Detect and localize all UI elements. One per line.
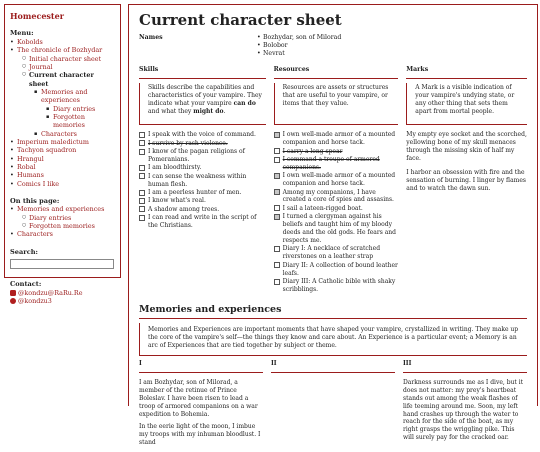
resource-item: Among my companions, I have created a core of spies and assasins. bbox=[274, 189, 399, 205]
memories-description: Memories and Experiences are important moments that have shaped your vampire, crystallized in writing. They make up the core of the vampire's self—the things they know and care about. An Experience is a particular event; a Memory is an arc of Experiences that are tied together by subject or theme. bbox=[139, 323, 527, 356]
resource-item: I sail a lateen-rigged boat. bbox=[274, 205, 399, 213]
resources-list bbox=[274, 131, 399, 294]
resource-checkbox[interactable] bbox=[274, 157, 280, 163]
menu-diary[interactable]: Diary entries bbox=[53, 104, 96, 113]
skill-checkbox[interactable] bbox=[139, 198, 145, 204]
memory-column-2 bbox=[271, 360, 395, 452]
menu-memories[interactable]: Memories and experiences bbox=[41, 87, 88, 105]
experience-text: I am Bozhydar, son of Milorad, a member of the retinue of Prince Boleslav. I have been risen to lead a troop of armored companions on a war expedition to Bohemia. bbox=[139, 378, 258, 418]
main-content bbox=[128, 4, 538, 447]
onpage-diary[interactable]: Diary entries bbox=[29, 213, 72, 222]
telegram-icon bbox=[10, 298, 16, 304]
marks-column bbox=[406, 66, 527, 294]
skills-heading: Skills bbox=[139, 66, 266, 79]
resource-item: Diary II: A collection of bound leather leafs. bbox=[274, 262, 399, 278]
skill-item: I know what's real. bbox=[139, 197, 266, 205]
names-list bbox=[257, 34, 341, 58]
name-item: • Bozhydar, son of Milorad bbox=[257, 34, 341, 42]
search-heading: Search: bbox=[10, 247, 38, 256]
memories-columns bbox=[139, 360, 527, 452]
menu-journal[interactable]: Journal bbox=[29, 62, 53, 71]
menu-heading: Menu: bbox=[10, 29, 34, 38]
marks-heading: Marks bbox=[406, 66, 527, 79]
contact-link-2[interactable]: @kondzu3 bbox=[18, 297, 52, 306]
resource-item: I command a troupe of armored companions. bbox=[274, 156, 399, 172]
memories-heading: Memories and experiences bbox=[139, 304, 527, 319]
contact-telegram bbox=[10, 297, 115, 305]
memory-heading: III bbox=[403, 360, 527, 373]
resource-checkbox[interactable] bbox=[274, 148, 280, 154]
menu-imperium[interactable]: Imperium maledictum bbox=[17, 137, 89, 146]
skill-checkbox[interactable] bbox=[139, 132, 145, 138]
resource-checkbox[interactable] bbox=[274, 132, 280, 138]
resource-checkbox[interactable] bbox=[274, 279, 280, 285]
skill-item: I survive by rash violence. bbox=[139, 140, 266, 148]
contact-link-1[interactable]: @kondzu@RaRu.Re bbox=[18, 288, 83, 297]
main-menu bbox=[10, 38, 115, 188]
menu-comics[interactable]: Comics I like bbox=[17, 179, 60, 188]
onpage-memories[interactable]: Memories and experiences bbox=[17, 205, 105, 214]
page-title: Current character sheet bbox=[139, 11, 342, 29]
on-page-heading: On this page: bbox=[10, 196, 60, 205]
name-item: • Bolobor bbox=[257, 42, 341, 50]
menu-humans[interactable]: Humans bbox=[17, 171, 44, 180]
skill-checkbox[interactable] bbox=[139, 206, 145, 212]
menu-current-sheet[interactable]: Current character sheet bbox=[29, 71, 94, 88]
skill-checkbox[interactable] bbox=[139, 165, 145, 171]
resource-checkbox[interactable] bbox=[274, 189, 280, 195]
skill-checkbox[interactable] bbox=[139, 190, 145, 196]
resources-description: Resources are assets or structures that are useful to your vampire, or items that they value. bbox=[274, 83, 399, 125]
resource-item: I carry a long spear bbox=[274, 148, 399, 156]
resource-item: Diary III: A Catholic bible with shaky scribblings. bbox=[274, 278, 399, 294]
names-label: Names bbox=[139, 34, 163, 41]
resource-checkbox[interactable] bbox=[274, 173, 280, 179]
name-item: • Nevrat bbox=[257, 50, 341, 58]
skill-item: A shadow among trees. bbox=[139, 206, 266, 214]
menu-kobolds[interactable]: Kobolds bbox=[17, 37, 43, 46]
menu-tachyon[interactable]: Tachyon squadron bbox=[17, 146, 77, 155]
skill-item: I can sense the weakness within human flesh. bbox=[139, 173, 266, 189]
resource-checkbox[interactable] bbox=[274, 246, 280, 252]
sidebar bbox=[4, 4, 121, 306]
memory-heading: II bbox=[271, 360, 395, 373]
on-page-menu bbox=[10, 205, 115, 238]
skill-checkbox[interactable] bbox=[139, 173, 145, 179]
menu-initial-sheet[interactable]: Initial character sheet bbox=[29, 54, 102, 63]
names-section bbox=[139, 34, 527, 64]
menu-hrangul[interactable]: Hrangul bbox=[17, 154, 44, 163]
menu-characters[interactable]: Characters bbox=[41, 129, 77, 138]
menu-chronicle[interactable]: The chronicle of Bozhydar bbox=[17, 46, 103, 55]
skill-checkbox[interactable] bbox=[139, 140, 145, 146]
skill-item: I speak with the voice of command. bbox=[139, 131, 266, 139]
onpage-characters[interactable]: Characters bbox=[17, 230, 53, 239]
sheet-columns bbox=[139, 66, 527, 294]
skill-checkbox[interactable] bbox=[139, 215, 145, 221]
mark-item: I harbor an obsession with fire and the sensation of burning. I linger by flames and to watch the dawn sun. bbox=[406, 168, 526, 192]
resource-checkbox[interactable] bbox=[274, 214, 280, 220]
menu-forgotten[interactable]: Forgotten memories bbox=[53, 112, 85, 130]
resources-column bbox=[274, 66, 399, 294]
memory-heading: I bbox=[139, 360, 263, 373]
skills-list bbox=[139, 131, 266, 230]
site-title[interactable]: Homecester bbox=[10, 11, 64, 21]
skills-description: Skills describe the capabilities and characteristics of your vampire. They indicate what your vampire can do and what they might do. bbox=[139, 83, 266, 125]
contact-mastodon bbox=[10, 289, 115, 297]
skill-item: I can read and write in the script of the Christians. bbox=[139, 214, 266, 230]
skill-item: I know of the pagan religions of Pomeranians. bbox=[139, 148, 266, 164]
skills-column bbox=[139, 66, 266, 294]
resources-heading: Resources bbox=[274, 66, 399, 79]
marks-description: A Mark is a visible indication of your vampire's undying state, or any other thing that sets them apart from mortal people. bbox=[406, 83, 527, 125]
skill-checkbox[interactable] bbox=[139, 149, 145, 155]
memory-column-1 bbox=[139, 360, 263, 452]
experience-text: Darkness surrounds me as I dive, but it does not matter: my prey's heartbeat stands out among the weak flashes of life teeming around me. Soon, my left hand crashes up through the water to reach for the side of the boat, as my right grasps the wriggling pike. This will surely pay for the cracked oar. bbox=[403, 378, 524, 442]
resource-checkbox[interactable] bbox=[274, 205, 280, 211]
resource-item: I own well-made armor of a mounted companion and horse tack. bbox=[274, 172, 399, 188]
search-input[interactable] bbox=[10, 259, 114, 269]
menu-robal[interactable]: Robal bbox=[17, 162, 36, 171]
resource-item: I own well-made armor of a mounted companion and horse tack. bbox=[274, 131, 399, 147]
contact-heading: Contact: bbox=[10, 280, 42, 289]
resource-checkbox[interactable] bbox=[274, 262, 280, 268]
memory-column-3 bbox=[403, 360, 527, 452]
experience-text: In the eerie light of the moon, I imbue my troops with my inhuman bloodlust. I stand bbox=[139, 423, 261, 447]
onpage-forgotten[interactable]: Forgotten memories bbox=[29, 222, 95, 231]
resource-item: I turned a clergyman against his beliefs and taught him of my bloody deeds and the old gods. He fears and respects me. bbox=[274, 213, 399, 245]
skill-item: I am bloodthirsty. bbox=[139, 164, 266, 172]
resource-item: Diary I: A necklace of scratched riverstones on a leather strap bbox=[274, 245, 399, 261]
marks-list bbox=[406, 131, 527, 192]
skill-item: I am a peerless hunter of men. bbox=[139, 189, 266, 197]
mark-item: My empty eye socket and the scorched, yellowing bone of my skull menaces through the missing skin of half my face. bbox=[406, 131, 527, 162]
mastodon-icon bbox=[10, 290, 16, 296]
